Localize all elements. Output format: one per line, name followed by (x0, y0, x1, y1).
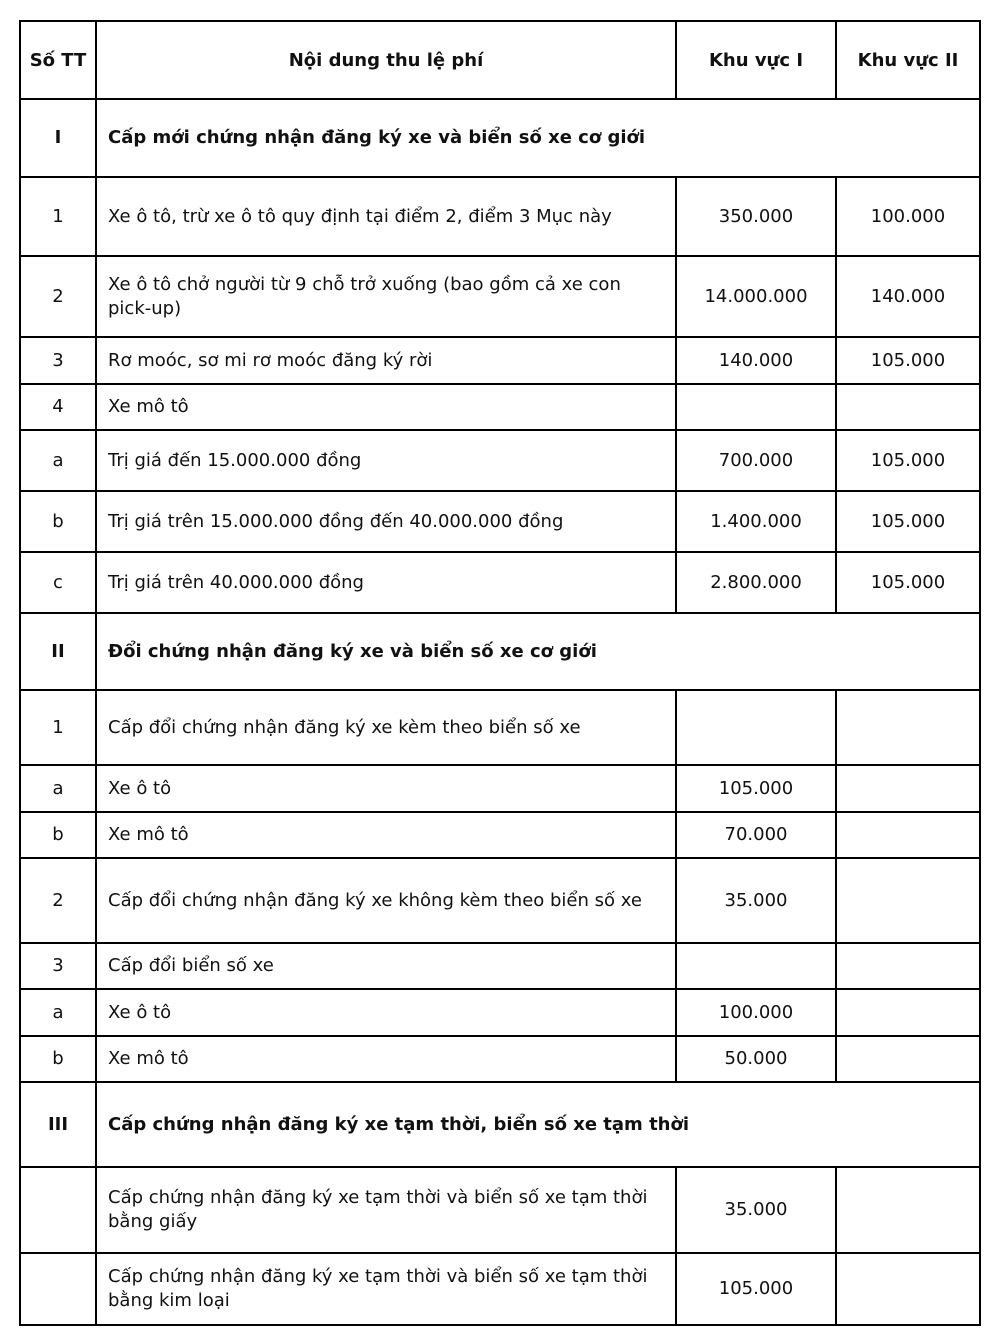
section-row (20, 99, 980, 177)
zone1-value-cell: 140.000 (676, 337, 836, 384)
zone1-value-cell (676, 384, 836, 430)
zone1-value-cell: 35.000 (676, 858, 836, 943)
row-number-cell: II (20, 613, 96, 690)
row-number-cell: 4 (20, 384, 96, 430)
zone2-value-cell: 140.000 (836, 256, 980, 337)
table-row (20, 337, 980, 384)
table-row (20, 430, 980, 491)
column-header-zone2: Khu vực II (836, 21, 980, 99)
row-number-cell: I (20, 99, 96, 177)
zone2-value-cell (836, 765, 980, 812)
zone2-value-cell (836, 943, 980, 989)
zone1-value-cell: 1.400.000 (676, 491, 836, 552)
zone2-value-cell (836, 1253, 980, 1325)
zone1-value-cell: 100.000 (676, 989, 836, 1036)
table-row (20, 690, 980, 765)
row-content-cell: Trị giá trên 15.000.000 đồng đến 40.000.000 đồng (96, 491, 676, 552)
row-number-cell (20, 1253, 96, 1325)
section-title-cell: Cấp mới chứng nhận đăng ký xe và biển số xe cơ giới (96, 99, 980, 177)
row-content-cell: Cấp đổi biển số xe (96, 943, 676, 989)
row-content-cell: Rơ moóc, sơ mi rơ moóc đăng ký rời (96, 337, 676, 384)
zone1-value-cell: 105.000 (676, 765, 836, 812)
row-content-cell: Cấp chứng nhận đăng ký xe tạm thời và biển số xe tạm thời bằng kim loại (96, 1253, 676, 1325)
row-number-cell: 3 (20, 337, 96, 384)
zone1-value-cell: 700.000 (676, 430, 836, 491)
table-row (20, 812, 980, 858)
row-content-cell: Xe mô tô (96, 812, 676, 858)
zone2-value-cell (836, 1167, 980, 1253)
table-row (20, 943, 980, 989)
row-content-cell: Cấp chứng nhận đăng ký xe tạm thời và biển số xe tạm thời bằng giấy (96, 1167, 676, 1253)
fee-table-body (20, 99, 980, 1325)
row-content-cell: Xe mô tô (96, 384, 676, 430)
table-row (20, 1253, 980, 1325)
zone2-value-cell (836, 1036, 980, 1082)
row-content-cell: Cấp đổi chứng nhận đăng ký xe không kèm theo biển số xe (96, 858, 676, 943)
section-row (20, 1082, 980, 1167)
table-row (20, 1167, 980, 1253)
zone2-value-cell (836, 989, 980, 1036)
row-content-cell: Trị giá đến 15.000.000 đồng (96, 430, 676, 491)
zone1-value-cell: 50.000 (676, 1036, 836, 1082)
table-row (20, 552, 980, 613)
zone2-value-cell (836, 812, 980, 858)
row-number-cell: b (20, 812, 96, 858)
table-header-row (20, 21, 980, 99)
row-content-cell: Xe mô tô (96, 1036, 676, 1082)
column-header-content: Nội dung thu lệ phí (96, 21, 676, 99)
table-row (20, 1036, 980, 1082)
row-number-cell (20, 1167, 96, 1253)
column-header-stt: Số TT (20, 21, 96, 99)
fee-table (19, 20, 981, 1326)
row-number-cell: 1 (20, 690, 96, 765)
zone2-value-cell (836, 858, 980, 943)
table-row (20, 858, 980, 943)
table-row (20, 491, 980, 552)
section-row (20, 613, 980, 690)
zone1-value-cell: 105.000 (676, 1253, 836, 1325)
row-number-cell: c (20, 552, 96, 613)
column-header-zone1: Khu vực I (676, 21, 836, 99)
zone2-value-cell (836, 690, 980, 765)
zone2-value-cell: 105.000 (836, 337, 980, 384)
row-content-cell: Cấp đổi chứng nhận đăng ký xe kèm theo biển số xe (96, 690, 676, 765)
zone1-value-cell (676, 690, 836, 765)
zone2-value-cell (836, 384, 980, 430)
table-row (20, 989, 980, 1036)
row-content-cell: Xe ô tô chở người từ 9 chỗ trở xuống (bao gồm cả xe con pick-up) (96, 256, 676, 337)
row-number-cell: a (20, 989, 96, 1036)
row-number-cell: b (20, 1036, 96, 1082)
row-number-cell: b (20, 491, 96, 552)
section-title-cell: Cấp chứng nhận đăng ký xe tạm thời, biển số xe tạm thời (96, 1082, 980, 1167)
row-number-cell: 3 (20, 943, 96, 989)
row-content-cell: Xe ô tô (96, 765, 676, 812)
zone1-value-cell: 35.000 (676, 1167, 836, 1253)
table-row (20, 256, 980, 337)
table-row (20, 177, 980, 256)
row-content-cell: Xe ô tô, trừ xe ô tô quy định tại điểm 2, điểm 3 Mục này (96, 177, 676, 256)
zone2-value-cell: 105.000 (836, 430, 980, 491)
zone1-value-cell: 14.000.000 (676, 256, 836, 337)
table-row (20, 765, 980, 812)
row-number-cell: a (20, 430, 96, 491)
section-title-cell: Đổi chứng nhận đăng ký xe và biển số xe cơ giới (96, 613, 980, 690)
row-number-cell: III (20, 1082, 96, 1167)
row-number-cell: 2 (20, 858, 96, 943)
row-content-cell: Trị giá trên 40.000.000 đồng (96, 552, 676, 613)
zone1-value-cell: 70.000 (676, 812, 836, 858)
row-number-cell: a (20, 765, 96, 812)
zone1-value-cell: 350.000 (676, 177, 836, 256)
row-number-cell: 2 (20, 256, 96, 337)
zone1-value-cell: 2.800.000 (676, 552, 836, 613)
zone2-value-cell: 105.000 (836, 552, 980, 613)
row-number-cell: 1 (20, 177, 96, 256)
zone1-value-cell (676, 943, 836, 989)
zone2-value-cell: 100.000 (836, 177, 980, 256)
row-content-cell: Xe ô tô (96, 989, 676, 1036)
table-row (20, 384, 980, 430)
zone2-value-cell: 105.000 (836, 491, 980, 552)
